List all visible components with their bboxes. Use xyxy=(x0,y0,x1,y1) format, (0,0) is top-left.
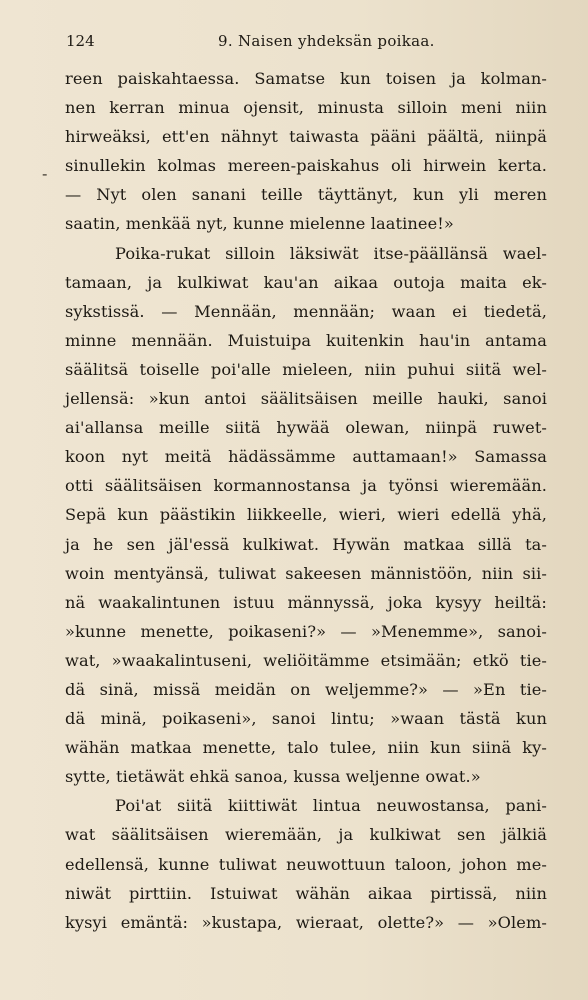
text-line: jellensä: »kun antoi säälitsäisen meille hauki, sanoi xyxy=(65,389,547,409)
running-head: 9. Naisen yhdeksän poikaa. xyxy=(218,32,435,50)
text-line: — Nyt olen sanani teille täyttänyt, kun yli meren xyxy=(65,185,547,205)
text-line: ai'allansa meille siitä hywää olewan, niinpä ruwet- xyxy=(65,418,547,438)
text-line: Poi'at siitä kiittiwät lintua neuwostansa, pani- xyxy=(115,796,547,816)
margin-mark: - xyxy=(42,164,48,183)
text-line: sykstissä. — Mennään, mennään; waan ei tiedetä, xyxy=(65,301,547,321)
text-line: nä waakalintunen istuu männyssä, joka kysyy heiltä: xyxy=(65,592,547,612)
text-line: dä minä, poikaseni», sanoi lintu; »waan tästä kun xyxy=(65,709,547,729)
text-line: nen kerran minua ojensit, minusta silloin meni niin xyxy=(65,98,547,118)
text-line: sinullekin kolmas mereen-paiskahus oli hirwein kerta. xyxy=(65,156,547,176)
text-line: hirweäksi, ett'en nähnyt taiwasta pääni päältä, niinpä xyxy=(65,127,547,147)
text-line: »kunne menette, poikaseni?» — »Menemme», sanoi- xyxy=(65,621,547,641)
text-line: ja he sen jäl'essä kulkiwat. Hywän matkaa sillä ta- xyxy=(65,534,547,554)
text-line: Poika-rukat silloin läksiwät itse-päällänsä wael- xyxy=(115,243,547,263)
page-number: 124 xyxy=(66,32,95,50)
text-line: wat säälitsäisen wieremään, ja kulkiwat sen jälkiä xyxy=(65,825,547,845)
text-line: kysyi emäntä: »kustapa, wieraat, olette?» — »Olem- xyxy=(65,912,547,932)
text-line: otti säälitsäisen kormannostansa ja työnsi wieremään. xyxy=(65,476,547,496)
text-line: edellensä, kunne tuliwat neuwottuun taloon, johon me- xyxy=(65,854,547,874)
text-line: sytte, tietäwät ehkä sanoa, kussa weljenne owat.» xyxy=(65,767,481,787)
page-header xyxy=(58,32,548,54)
text-line: minne mennään. Muistuipa kuitenkin hau'in antama xyxy=(65,330,547,350)
text-line: reen paiskahtaessa. Samatse kun toisen ja kolman- xyxy=(65,69,547,88)
text-line: niwät pirttiin. Istuiwat wähän aikaa pirtissä, niin xyxy=(65,883,547,903)
text-line: wähän matkaa menette, talo tulee, niin kun siinä ky- xyxy=(65,738,547,758)
text-line: säälitsä toiselle poi'alle mieleen, niin puhui siitä wel- xyxy=(65,359,547,379)
body-text xyxy=(65,64,547,937)
text-line: woin mentyänsä, tuliwat sakeesen männistöön, niin sii- xyxy=(65,563,547,583)
text-line: wat, »waakalintuseni, weliöitämme etsimään; etkö tie- xyxy=(65,650,547,670)
text-line: tamaan, ja kulkiwat kau'an aikaa outoja maita ek- xyxy=(65,272,547,292)
text-line: koon nyt meitä hädässämme auttamaan!» Samassa xyxy=(65,447,547,467)
text-line: Sepä kun päästikin liikkeelle, wieri, wieri edellä yhä, xyxy=(65,505,547,525)
text-line: saatin, menkää nyt, kunne mielenne laatinee!» xyxy=(65,214,454,234)
text-line: dä sinä, missä meidän on weljemme?» — »En tie- xyxy=(65,679,547,699)
